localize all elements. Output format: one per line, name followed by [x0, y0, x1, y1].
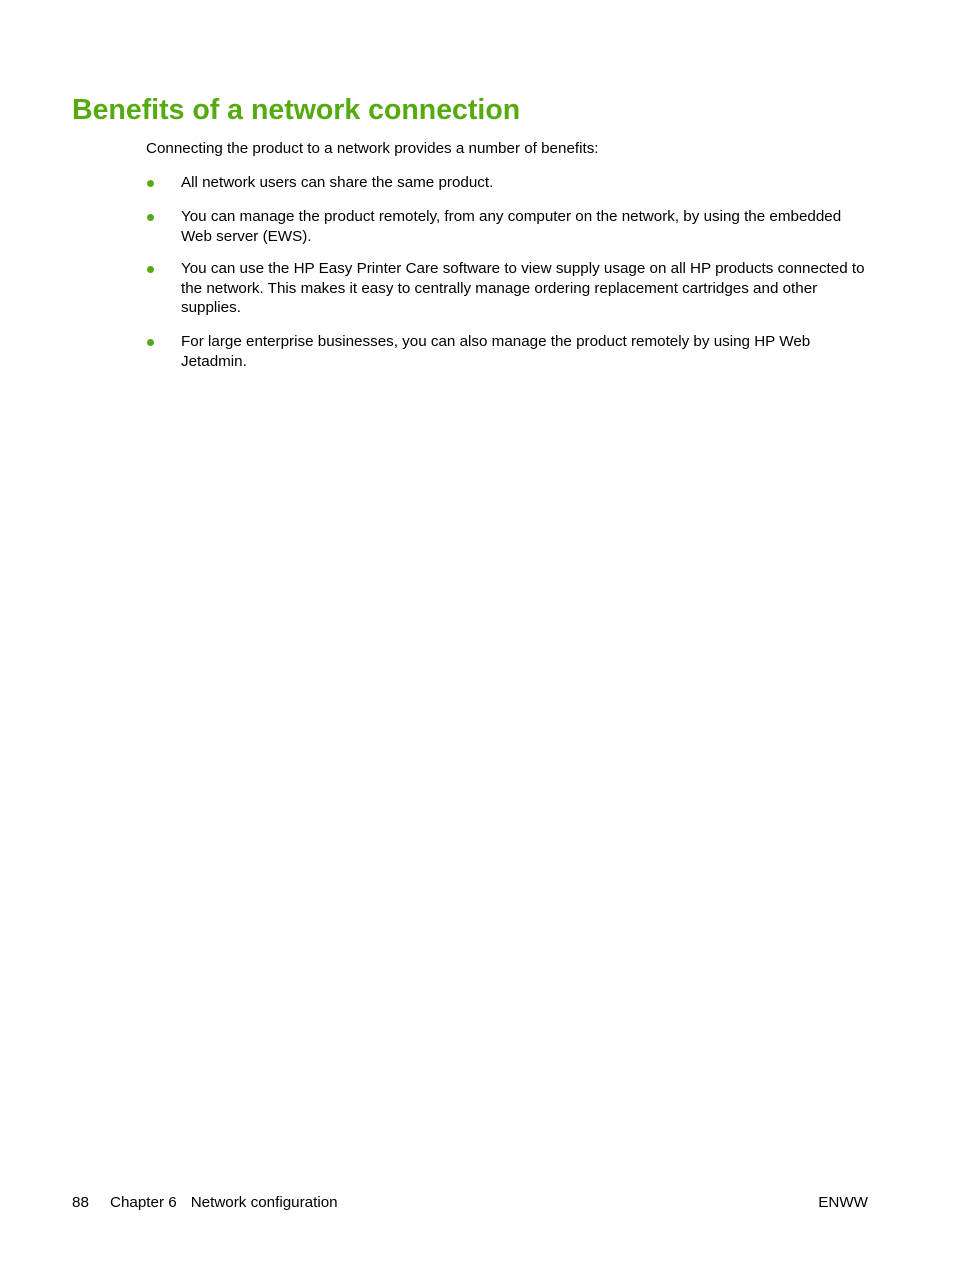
- bullet-icon: [147, 266, 154, 273]
- footer-page-number: 88: [72, 1194, 89, 1211]
- bullet-icon: [147, 180, 154, 187]
- list-item-text: You can manage the product remotely, from any computer on the network, by using the embedded Web server (EWS).: [181, 208, 842, 245]
- footer-chapter: Chapter 6: [110, 1194, 177, 1211]
- page-footer: [72, 1193, 868, 1213]
- list-item-text: All network users can share the same product.: [181, 174, 494, 191]
- page-title: Benefits of a network connection: [72, 94, 521, 126]
- list-item-text: For large enterprise businesses, you can also manage the product remotely by using HP Web Jetadmin.: [181, 333, 811, 370]
- list-item-text: You can use the HP Easy Printer Care software to view supply usage on all HP products connected to the network. This makes it easy to centrally manage ordering replacement cartridges and other supplies.: [181, 260, 865, 317]
- bullet-icon: [147, 214, 154, 221]
- footer-locale-code: ENWW: [818, 1194, 868, 1211]
- footer-left: [72, 1193, 338, 1213]
- bullet-icon: [147, 339, 154, 346]
- footer-section: Network configuration: [190, 1194, 338, 1211]
- intro-paragraph: Connecting the product to a network provides a number of benefits:: [146, 140, 599, 157]
